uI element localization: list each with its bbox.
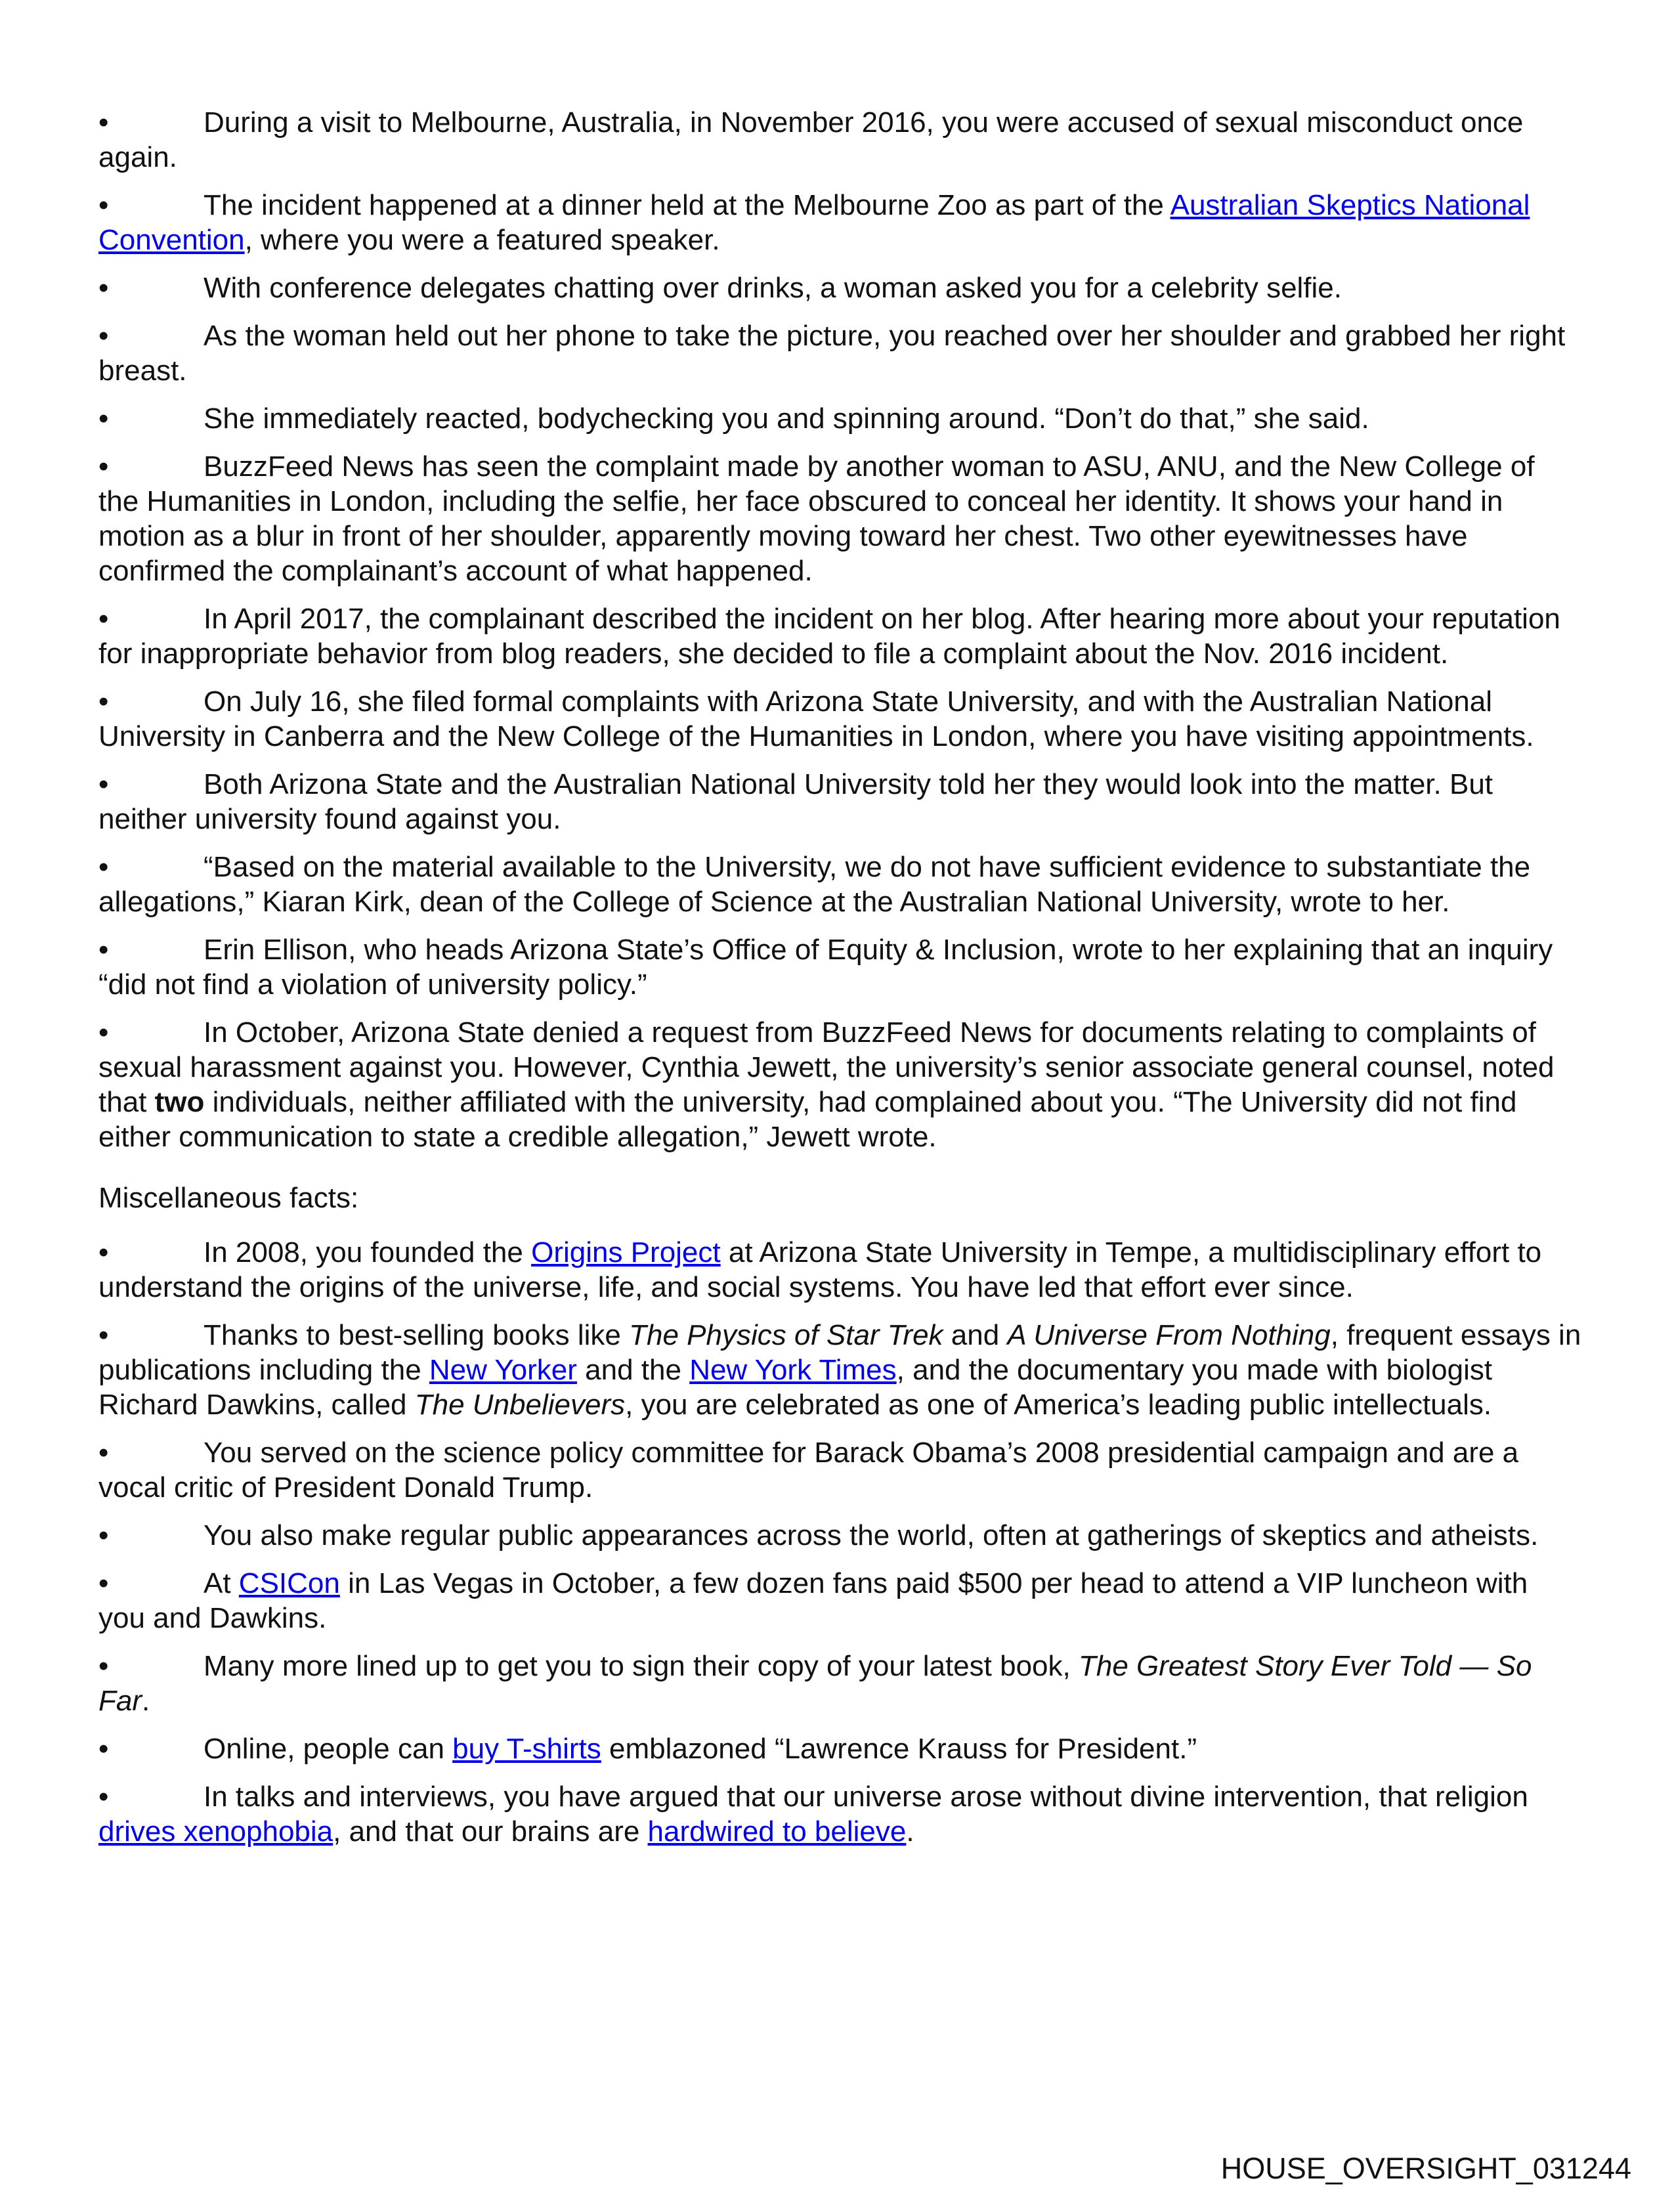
bullet-marker: • bbox=[98, 320, 109, 352]
bullet-item bbox=[98, 401, 1582, 436]
text-run: The Physics of Star Trek bbox=[629, 1319, 943, 1351]
text-run: “Based on the material available to the University, we do not have sufficient evidence to substantiate the allegations,” Kiaran Kirk, dean of the College of Science at the Australian National University, wrote to her. bbox=[98, 851, 1531, 918]
bullet-item bbox=[98, 1731, 1582, 1766]
bullet-marker: • bbox=[98, 1519, 109, 1551]
text-run: Erin Ellison, who heads Arizona State’s Office of Equity & Inclusion, wrote to her explaining that an inquiry “did not find a violation of university policy.” bbox=[98, 934, 1553, 1001]
hyperlink[interactable]: drives xenophobia bbox=[98, 1815, 333, 1848]
bullet-item bbox=[98, 449, 1582, 588]
text-run: You served on the science policy committee for Barack Obama’s 2008 presidential campaign and are a vocal critic of President Donald Trump. bbox=[98, 1437, 1519, 1504]
text-run: two bbox=[154, 1086, 205, 1118]
text-run: , where you were a featured speaker. bbox=[244, 224, 720, 256]
text-run: At bbox=[204, 1567, 239, 1599]
bullet-marker: • bbox=[98, 1781, 109, 1813]
bullet-marker: • bbox=[98, 106, 109, 139]
bullet-marker: • bbox=[98, 1437, 109, 1469]
hyperlink[interactable]: Australian Skeptics National Convention bbox=[98, 189, 1530, 256]
bullet-marker: • bbox=[98, 768, 109, 800]
bullet-item bbox=[98, 105, 1582, 175]
hyperlink[interactable]: buy T-shirts bbox=[452, 1733, 601, 1765]
bullet-marker: • bbox=[98, 1236, 109, 1269]
text-run: You also make regular public appearances across the world, often at gatherings of skeptics and atheists. bbox=[204, 1519, 1539, 1551]
text-run: On July 16, she filed formal complaints with Arizona State University, and with the Australian National University in Canberra and the New College of the Humanities in London, where you have visiting appointments. bbox=[98, 685, 1534, 752]
hyperlink[interactable]: CSICon bbox=[238, 1567, 340, 1599]
hyperlink[interactable]: New Yorker bbox=[429, 1354, 577, 1386]
bullet-item bbox=[98, 1649, 1582, 1718]
bullet-marker: • bbox=[98, 603, 109, 635]
text-run: With conference delegates chatting over drinks, a woman asked you for a celebrity selfie. bbox=[204, 272, 1342, 304]
text-run: The Unbelievers bbox=[414, 1389, 626, 1421]
bullet-item bbox=[98, 1015, 1582, 1154]
hyperlink[interactable]: hardwired to believe bbox=[647, 1815, 907, 1848]
text-run: . bbox=[906, 1815, 914, 1848]
text-run: A Universe From Nothing bbox=[1007, 1319, 1331, 1351]
text-run: , you are celebrated as one of America’s leading public intellectuals. bbox=[625, 1389, 1492, 1421]
bullet-item bbox=[98, 1566, 1582, 1636]
text-run: The Greatest Story Ever Told — So Far bbox=[98, 1650, 1532, 1717]
document-body bbox=[98, 105, 1582, 1862]
bullet-marker: • bbox=[98, 1567, 109, 1599]
bullet-marker: • bbox=[98, 1016, 109, 1049]
bullet-item bbox=[98, 684, 1582, 754]
hyperlink[interactable]: New York Times bbox=[689, 1354, 897, 1386]
text-run: Miscellaneous facts: bbox=[98, 1182, 359, 1214]
text-run: Both Arizona State and the Australian National University told her they would look into the matter. But neither university found against you. bbox=[98, 768, 1493, 835]
bullet-item bbox=[98, 1435, 1582, 1505]
text-run: and bbox=[943, 1319, 1008, 1351]
bullet-item bbox=[98, 188, 1582, 257]
bates-number: HOUSE_OVERSIGHT_031244 bbox=[1220, 2152, 1631, 2185]
text-run: The incident happened at a dinner held at the Melbourne Zoo as part of the bbox=[204, 189, 1170, 221]
bullet-item bbox=[98, 1518, 1582, 1553]
bullet-marker: • bbox=[98, 189, 109, 221]
text-run: . bbox=[142, 1685, 150, 1717]
bullet-item bbox=[98, 1779, 1582, 1849]
text-run: In April 2017, the complainant described the incident on her blog. After hearing more about your reputation for inappropriate behavior from blog readers, she decided to file a complaint about the Nov. 2016 incident. bbox=[98, 603, 1560, 670]
bullet-marker: • bbox=[98, 851, 109, 883]
text-run: and the bbox=[576, 1354, 690, 1386]
section-heading bbox=[98, 1181, 1582, 1215]
text-run: in Las Vegas in October, a few dozen fans paid $500 per head to attend a VIP luncheon with you and Dawkins. bbox=[98, 1567, 1528, 1634]
bullet-item bbox=[98, 932, 1582, 1002]
hyperlink[interactable]: Origins Project bbox=[531, 1236, 721, 1269]
bullet-marker: • bbox=[98, 1319, 109, 1351]
text-run: BuzzFeed News has seen the complaint made by another woman to ASU, ANU, and the New College of the Humanities in London, including the selfie, her face obscured to conceal her identity. It shows your hand in motion as a blur in front of her shoulder, apparently moving toward her chest. Two other eyewitnesses have confirmed the complainant’s account of what happened. bbox=[98, 450, 1535, 587]
text-run: , frequent essays in publications including the bbox=[98, 1319, 1581, 1386]
bullet-marker: • bbox=[98, 1733, 109, 1765]
text-run: During a visit to Melbourne, Australia, in November 2016, you were accused of sexual misconduct once again. bbox=[98, 106, 1524, 173]
bullet-item bbox=[98, 1235, 1582, 1305]
text-run: In October, Arizona State denied a request from BuzzFeed News for documents relating to complaints of sexual harassment against you. However, Cynthia Jewett, the university’s senior associate general counsel, noted that bbox=[98, 1016, 1555, 1118]
bullet-marker: • bbox=[98, 1650, 109, 1682]
bullet-marker: • bbox=[98, 685, 109, 718]
text-run: She immediately reacted, bodychecking you and spinning around. “Don’t do that,” she said. bbox=[204, 402, 1369, 435]
text-run: In 2008, you founded the bbox=[204, 1236, 532, 1269]
bullet-marker: • bbox=[98, 934, 109, 966]
bullet-item bbox=[98, 318, 1582, 388]
text-run: Many more lined up to get you to sign their copy of your latest book, bbox=[204, 1650, 1079, 1682]
bullet-marker: • bbox=[98, 450, 109, 483]
bullet-item bbox=[98, 271, 1582, 305]
text-run: emblazoned “Lawrence Krauss for President.” bbox=[601, 1733, 1197, 1765]
text-run: at Arizona State University in Tempe, a multidisciplinary effort to understand the origins of the universe, life, and social systems. You have led that effort ever since. bbox=[98, 1236, 1542, 1303]
bullet-item bbox=[98, 1318, 1582, 1422]
text-run: , and the documentary you made with biologist Richard Dawkins, called bbox=[98, 1354, 1493, 1421]
text-run: , and that our brains are bbox=[333, 1815, 648, 1848]
bullet-marker: • bbox=[98, 272, 109, 304]
bullet-item bbox=[98, 601, 1582, 671]
text-run: Thanks to best-selling books like bbox=[204, 1319, 630, 1351]
bullet-item bbox=[98, 767, 1582, 836]
bullet-marker: • bbox=[98, 402, 109, 435]
text-run: In talks and interviews, you have argued that our universe arose without divine intervention, that religion bbox=[204, 1781, 1528, 1813]
bullet-item bbox=[98, 850, 1582, 919]
text-run: As the woman held out her phone to take the picture, you reached over her shoulder and grabbed her right breast. bbox=[98, 320, 1566, 387]
text-run: Online, people can bbox=[204, 1733, 453, 1765]
text-run: individuals, neither affiliated with the university, had complained about you. “The University did not find either communication to state a credible allegation,” Jewett wrote. bbox=[98, 1086, 1517, 1153]
